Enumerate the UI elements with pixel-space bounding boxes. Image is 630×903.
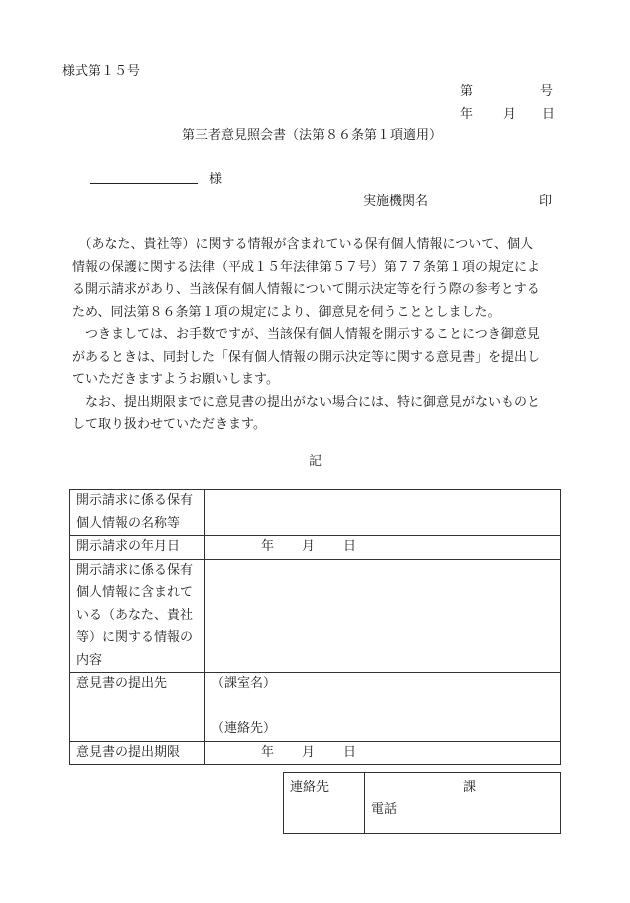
document-title: 第三者意見照会書（法第８６条第１項適用） — [182, 128, 443, 143]
contact-value[interactable] — [365, 773, 561, 834]
value-submission-deadline[interactable]: 年 月 日 — [205, 741, 561, 765]
body-line: なお、提出期限までに意見書の提出がない場合には、特に御意見がないものと — [72, 394, 541, 410]
contact-label: 連絡先 — [284, 773, 365, 834]
body-line: る開示請求があり、当該保有個人情報について開示決定等を行う際の参考とする — [72, 282, 540, 297]
body-line: ていただきますようお願いします。 — [72, 372, 279, 387]
addressee-blank-line — [90, 183, 198, 184]
date-year: 年 — [460, 107, 474, 122]
seal-mark: 印 — [539, 194, 553, 209]
contact-section: 課 — [463, 780, 477, 795]
body-line: つきましては、お手数ですが、当該保有個人情報を開示することにつき御意見 — [72, 327, 540, 342]
inquiry-table — [69, 489, 561, 765]
date-day: 日 — [542, 107, 556, 122]
body-line: ため、同法第８６条第１項の規定により、御意見を伺うこととしました。 — [72, 304, 501, 320]
body-text — [72, 234, 577, 437]
section-name-placeholder: （課室名） — [211, 676, 277, 691]
contact-box — [283, 772, 561, 834]
form-number: 様式第１５号 — [62, 64, 141, 79]
addressee-suffix: 様 — [209, 172, 223, 187]
date-month: 月 — [503, 107, 517, 122]
value-request-date[interactable]: 年 月 日 — [205, 536, 561, 560]
body-line: 情報の保護に関する法律（平成１５年法律第５７号）第７７条第１項の規定によ — [72, 259, 541, 275]
label-request-date: 開示請求の年月日 — [70, 536, 205, 560]
ki-heading: 記 — [309, 454, 323, 469]
label-submission-deadline: 意見書の提出期限 — [70, 741, 205, 765]
agency-name-label: 実施機関名 — [363, 194, 429, 209]
value-submission-dest[interactable] — [205, 673, 561, 742]
contact-placeholder: （連絡先） — [211, 721, 277, 736]
contact-phone: 電話 — [371, 802, 398, 817]
value-requested-info-name[interactable] — [205, 490, 561, 536]
value-info-content[interactable] — [205, 559, 561, 673]
label-submission-dest: 意見書の提出先 — [70, 673, 205, 742]
doc-number-prefix: 第 — [460, 84, 474, 99]
body-line: があるときは、同封した「保有個人情報の開示決定等に関する意見書」を提出し — [72, 349, 541, 365]
body-line: して取り扱わせていただきます。 — [72, 417, 266, 432]
doc-number-suffix: 号 — [540, 84, 554, 99]
label-info-content: 開示請求に係る保有 個人情報に含まれて いる（あなた、貴社 等）に関する情報の 内容 — [70, 559, 205, 673]
body-line: （あなた、貴社等）に関する情報が含まれている保有個人情報について、個人 — [72, 237, 533, 252]
label-requested-info-name: 開示請求に係る保有 個人情報の名称等 — [70, 490, 205, 536]
